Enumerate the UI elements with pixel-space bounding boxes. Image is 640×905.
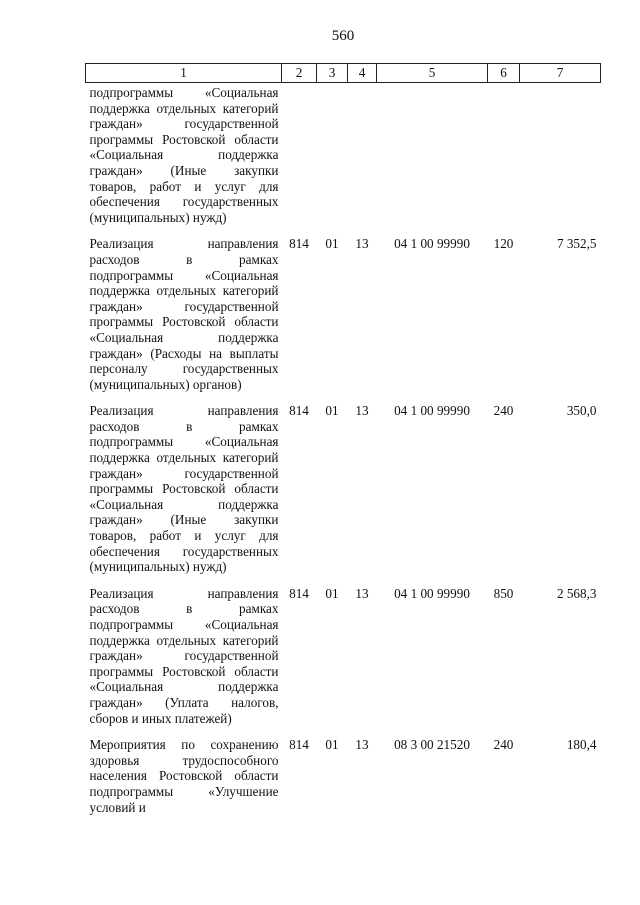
row-amount: 2 568,3 <box>556 585 597 601</box>
row-target-article: 04 1 00 99990 <box>394 236 470 252</box>
row-amount: 180,4 <box>566 737 597 753</box>
row-subsection-code <box>348 83 377 235</box>
column-header-2: 2 <box>282 64 317 83</box>
row-description: Реализация направления расходов в рамках подпрограммы «Социальная поддержка отдельных категорий граждан» государственной программы Ростовской области «Социальная поддержка граждан» (Уплата налогов, сборов и иных платежей) <box>89 585 279 726</box>
page-number: 560 <box>331 28 355 44</box>
row-ministry-code: 814 <box>289 585 309 601</box>
row-amount: 350,0 <box>566 403 597 419</box>
row-description: Реализация направления расходов в рамках подпрограммы «Социальная поддержка отдельных категорий граждан» государственной программы Ростовской области «Социальная поддержка граждан» (Иные закупки товаров, работ и услуг для обеспечения государственных (муниципальных) нужд) <box>89 403 279 575</box>
row-description: подпрограммы «Социальная поддержка отдельных категорий граждан» государственной программы Ростовской области «Социальная поддержка граждан» (Иные закупки товаров, работ и услуг для обеспечения государственных (муниципальных) нужд) <box>89 85 279 225</box>
column-header-1: 1 <box>86 64 282 83</box>
row-section-code <box>317 83 348 235</box>
column-header-7: 7 <box>520 64 601 83</box>
row-expense-type: 120 <box>493 236 514 252</box>
row-subsection-code: 13 <box>355 236 369 252</box>
table-row <box>86 401 601 584</box>
row-target-article: 08 3 00 21520 <box>394 737 470 753</box>
row-amount <box>520 83 601 235</box>
row-amount: 7 352,5 <box>556 236 597 252</box>
column-header-6: 6 <box>488 64 520 83</box>
row-expense-type: 850 <box>493 585 514 601</box>
table-row <box>86 584 601 735</box>
row-target-article: 04 1 00 99990 <box>394 585 470 601</box>
column-header-5: 5 <box>377 64 488 83</box>
table-row <box>86 83 601 235</box>
row-ministry-code <box>282 83 317 235</box>
row-subsection-code: 13 <box>355 403 369 419</box>
row-section-code: 01 <box>325 236 339 252</box>
column-header-3: 3 <box>317 64 348 83</box>
column-header-4: 4 <box>348 64 377 83</box>
row-section-code: 01 <box>325 737 339 753</box>
row-section-code: 01 <box>325 403 339 419</box>
row-expense-type <box>488 83 520 235</box>
table-row <box>86 735 601 824</box>
row-expense-type: 240 <box>493 737 514 753</box>
table-row <box>86 234 601 401</box>
column-number-header-row <box>86 64 601 83</box>
row-subsection-code: 13 <box>355 737 369 753</box>
row-target-article: 04 1 00 99990 <box>394 403 470 419</box>
row-expense-type: 240 <box>493 403 514 419</box>
row-subsection-code: 13 <box>355 585 369 601</box>
row-ministry-code: 814 <box>289 737 309 753</box>
row-target-article <box>377 83 488 235</box>
row-ministry-code: 814 <box>289 236 309 252</box>
row-section-code: 01 <box>325 585 339 601</box>
row-ministry-code: 814 <box>289 403 309 419</box>
budget-table <box>85 63 601 824</box>
row-description: Мероприятия по сохранению здоровья трудоспособного населения Ростовской области подпрограммы «Улучшение условий и <box>89 737 279 815</box>
row-description: Реализация направления расходов в рамках подпрограммы «Социальная поддержка отдельных категорий граждан» государственной программы Ростовской области «Социальная поддержка граждан» (Расходы на выплаты персоналу государственных (муниципальных) органов) <box>89 236 279 392</box>
